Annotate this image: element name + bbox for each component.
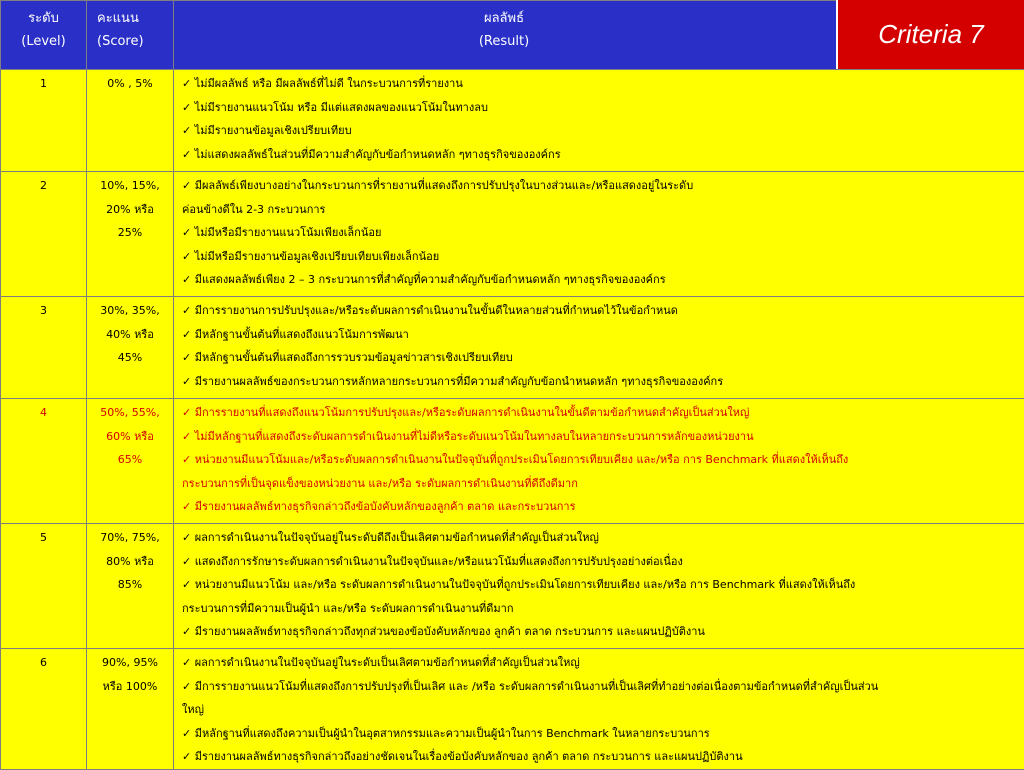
result-line: ✓ มีผลลัพธ์เพียงบางอย่างในกระบวนการที่รายงานที่แสดงถึงการปรับปรุงในบางส่วนและ/หรือแสดงอยู่ในระดับ bbox=[182, 174, 1020, 198]
score-line: 20% หรือ bbox=[87, 198, 173, 222]
result-cell bbox=[174, 524, 1024, 649]
result-line: ✓ มีรายงานผลลัพธ์ของกระบวนการหลักหลายกระบวนการที่มีความสำคัญกับข้อกนำหนดหลัก ๆทางธุรกิจขององค์กร bbox=[182, 370, 1020, 394]
level-value: 5 bbox=[1, 526, 86, 550]
result-line: ✓ ไม่มีผลลัพธ์ หรือ มีผลลัพธ์ที่ไม่ดี ในกระบวนการที่รายงาน bbox=[182, 72, 1020, 96]
result-line: ✓ ไม่มีหลักฐานที่แสดงถึงระดับผลการดำเนินงานที่ไม่ดีหรือระดับแนวโน้มในทางลบในหลายกระบวนการหลักของหน่วยงาน bbox=[182, 425, 1020, 449]
level-cell bbox=[1, 70, 87, 172]
result-line: ✓ มีรายงานผลลัพธ์ทางธุรกิจกล่าวถึงอย่างชัดเจนในเรื่องข้อบังคับหลักของ ลูกค้า ตลาด กระบวนการ และแผนปฏิบัติงาน bbox=[182, 745, 1020, 769]
level-cell bbox=[1, 649, 87, 770]
result-line: ✓ ไม่มีรายงานแนวโน้ม หรือ มีแต่แสดงผลของแนวโน้มในทางลบ bbox=[182, 96, 1020, 120]
result-line: ✓ มีการรายงานการปรับปรุงและ/หรือระดับผลการดำเนินงานในขั้นดีในหลายส่วนที่กำหนดไว้ในข้อกำหนด bbox=[182, 299, 1020, 323]
score-cell bbox=[87, 649, 174, 770]
result-line: ✓ ผลการดำเนินงานในปัจจุบันอยู่ในระดับดีถึงเป็นเลิศตามข้อกำหนดที่สำคัญเป็นส่วนใหญ่ bbox=[182, 526, 1020, 550]
score-line: 65% bbox=[87, 448, 173, 472]
score-cell bbox=[87, 297, 174, 399]
level-cell bbox=[1, 297, 87, 399]
score-cell bbox=[87, 399, 174, 524]
result-line: กระบวนการที่เป็นจุดแข็งของหน่วยงาน และ/หรือ ระดับผลการดำเนินงานที่ดีถึงดีมาก bbox=[182, 472, 1020, 496]
table-row bbox=[1, 524, 1024, 649]
result-line: ✓ ไม่มีหรือมีรายงานแนวโน้มเพียงเล็กน้อย bbox=[182, 221, 1020, 245]
score-line: 45% bbox=[87, 346, 173, 370]
result-line: กระบวนการที่มีความเป็นผู้นำ และ/หรือ ระดับผลการดำเนินงานที่ดีมาก bbox=[182, 597, 1020, 621]
score-line: 50%, 55%, bbox=[87, 401, 173, 425]
score-line: 85% bbox=[87, 573, 173, 597]
result-line: ✓ ไม่มีหรือมีรายงานข้อมูลเชิงเปรียบเทียบเพียงเล็กน้อย bbox=[182, 245, 1020, 269]
score-line: 25% bbox=[87, 221, 173, 245]
result-line: ✓ มีหลักฐานขั้นต้นที่แสดงถึงการรวบรวมข้อมูลข่าวสารเชิงเปรียบเทียบ bbox=[182, 346, 1020, 370]
result-line: ใหญ่ bbox=[182, 698, 1020, 722]
score-line: 80% หรือ bbox=[87, 550, 173, 574]
result-line: ✓ ผลการดำเนินงานในปัจจุบันอยู่ในระดับเป็นเลิศตามข้อกำหนดที่สำคัญเป็นส่วนใหญ่ bbox=[182, 651, 1020, 675]
result-line: ✓ หน่วยงานมีแนวโน้ม และ/หรือ ระดับผลการดำเนินงานในปัจจุบันที่ถูกประเมินโดยการเทียบเคียง และ/หรือ การ Benchmark ที่แสดงให้เห็นถึง bbox=[182, 573, 1020, 597]
score-line: 90%, 95% bbox=[87, 651, 173, 675]
level-cell bbox=[1, 172, 87, 297]
result-line: ค่อนข้างดีใน 2-3 กระบวนการ bbox=[182, 198, 1020, 222]
level-cell bbox=[1, 524, 87, 649]
score-line: 60% หรือ bbox=[87, 425, 173, 449]
level-value: 4 bbox=[1, 401, 86, 425]
result-line: ✓ มีการรายงานแนวโน้มที่แสดงถึงการปรับปรุงที่เป็นเลิศ และ /หรือ ระดับผลการดำเนินงานที่เป็นเลิศที่ทำอย่างต่อเนื่องตามข้อกำหนดที่สำคัญเป็นส่วน bbox=[182, 675, 1020, 699]
result-cell bbox=[174, 172, 1024, 297]
level-cell bbox=[1, 399, 87, 524]
result-header-en: (Result) bbox=[174, 30, 834, 53]
score-line: หรือ 100% bbox=[87, 675, 173, 699]
table-row bbox=[1, 70, 1024, 172]
table-row bbox=[1, 399, 1024, 524]
result-header-th: ผลลัพธ์ bbox=[174, 7, 834, 30]
score-header bbox=[87, 1, 174, 70]
result-cell bbox=[174, 649, 1024, 770]
score-line: 30%, 35%, bbox=[87, 299, 173, 323]
result-line: ✓ หน่วยงานมีแนวโน้มและ/หรือระดับผลการดำเนินงานในปัจจุบันที่ถูกประเมินโดยการเทียบเคียง และ/หรือ การ Benchmark ที่แสดงให้เห็นถึง bbox=[182, 448, 1020, 472]
level-value: 1 bbox=[1, 72, 86, 96]
result-cell bbox=[174, 399, 1024, 524]
table-row bbox=[1, 297, 1024, 399]
result-line: ✓ มีหลักฐานขั้นต้นที่แสดงถึงแนวโน้มการพัฒนา bbox=[182, 323, 1020, 347]
criteria-badge: Criteria 7 bbox=[836, 0, 1024, 69]
score-header-th: คะแนน bbox=[97, 7, 173, 30]
score-header-en: (Score) bbox=[97, 30, 173, 53]
result-line: ✓ มีหลักฐานที่แสดงถึงความเป็นผู้นำในอุตสาหกรรมและความเป็นผู้นำในการ Benchmark ในหลายกระบวนการ bbox=[182, 722, 1020, 746]
level-header-en: (Level) bbox=[1, 30, 86, 53]
score-line: 40% หรือ bbox=[87, 323, 173, 347]
level-value: 6 bbox=[1, 651, 86, 675]
result-line: ✓ มีรายงานผลลัพธ์ทางธุรกิจกล่าวถึงข้อบังคับหลักของลูกค้า ตลาด และกระบวนการ bbox=[182, 495, 1020, 519]
result-line: ✓ มีแสดงผลลัพธ์เพียง 2 – 3 กระบวนการที่สำคัญที่ความสำคัญกับข้อกำหนดหลัก ๆทางธุรกิจขององค์กร bbox=[182, 268, 1020, 292]
result-cell bbox=[174, 70, 1024, 172]
table-row bbox=[1, 172, 1024, 297]
score-cell bbox=[87, 524, 174, 649]
result-cell bbox=[174, 297, 1024, 399]
level-value: 2 bbox=[1, 174, 86, 198]
score-line: 70%, 75%, bbox=[87, 526, 173, 550]
result-line: ✓ มีการรายงานที่แสดงถึงแนวโน้มการปรับปรุงและ/หรือระดับผลการดำเนินงานในขั้นดีตามข้อกำหนดสำคัญเป็นส่วนใหญ่ bbox=[182, 401, 1020, 425]
table-row bbox=[1, 649, 1024, 770]
result-line: ✓ แสดงถึงการรักษาระดับผลการดำเนินงานในปัจจุบันและ/หรือแนวโน้มที่แสดงถึงการปรับปรุงอย่างต่อเนื่อง bbox=[182, 550, 1020, 574]
score-line: 10%, 15%, bbox=[87, 174, 173, 198]
score-line: 0% , 5% bbox=[87, 72, 173, 96]
level-value: 3 bbox=[1, 299, 86, 323]
result-line: ✓ ไม่มีรายงานข้อมูลเชิงเปรียบเทียบ bbox=[182, 119, 1020, 143]
result-line: ✓ มีรายงานผลลัพธ์ทางธุรกิจกล่าวถึงทุกส่วนของข้อบังคับหลักของ ลูกค้า ตลาด กระบวนการ และแผนปฏิบัติงาน bbox=[182, 620, 1020, 644]
level-header bbox=[1, 1, 87, 70]
score-cell bbox=[87, 172, 174, 297]
level-header-th: ระดับ bbox=[1, 7, 86, 30]
result-line: ✓ ไม่แสดงผลลัพธ์ในส่วนที่มีความสำคัญกับข้อกำหนดหลัก ๆทางธุรกิจขององค์กร bbox=[182, 143, 1020, 167]
score-cell bbox=[87, 70, 174, 172]
